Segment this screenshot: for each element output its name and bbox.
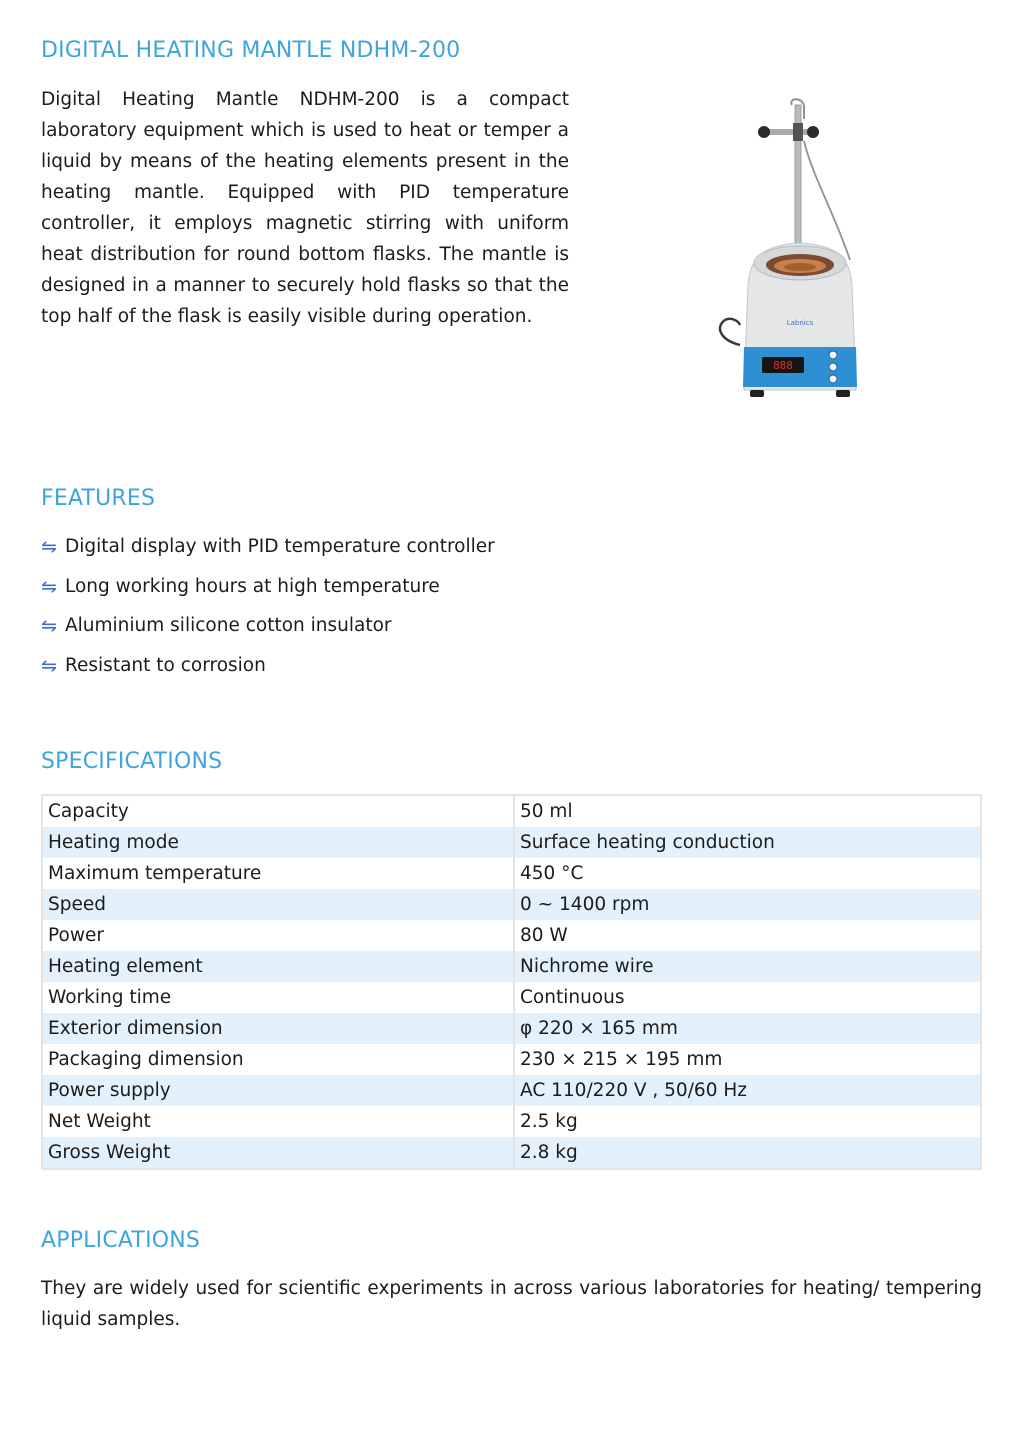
spec-label: Packaging dimension xyxy=(42,1044,514,1075)
table-row xyxy=(42,1044,981,1075)
feature-text: Aluminium silicone cotton insulator xyxy=(65,615,392,636)
spec-label: Power supply xyxy=(42,1075,514,1106)
table-row xyxy=(42,982,981,1013)
spec-label: Heating mode xyxy=(42,827,514,858)
spec-value: 50 ml xyxy=(514,795,981,827)
page-title: DIGITAL HEATING MANTLE NDHM-200 xyxy=(41,38,461,63)
feature-item xyxy=(41,533,495,573)
spec-value: 80 W xyxy=(514,920,981,951)
table-row xyxy=(42,920,981,951)
spec-value: Continuous xyxy=(514,982,981,1013)
spec-label: Maximum temperature xyxy=(42,858,514,889)
features-heading: FEATURES xyxy=(41,486,156,511)
spec-value: Surface heating conduction xyxy=(514,827,981,858)
spec-label: Heating element xyxy=(42,951,514,982)
spec-value: 2.8 kg xyxy=(514,1137,981,1169)
spec-label: Net Weight xyxy=(42,1106,514,1137)
double-arrow-bullet-icon: ⇋ xyxy=(41,654,57,677)
spec-label: Exterior dimension xyxy=(42,1013,514,1044)
feature-text: Digital display with PID temperature controller xyxy=(65,536,495,557)
table-row xyxy=(42,795,981,827)
spec-label: Capacity xyxy=(42,795,514,827)
feature-item xyxy=(41,573,495,613)
feature-item xyxy=(41,652,495,692)
feature-text: Long working hours at high temperature xyxy=(65,575,440,597)
spec-value: Nichrome wire xyxy=(514,951,981,982)
spec-value: 450 °C xyxy=(514,858,981,889)
applications-heading: APPLICATIONS xyxy=(41,1228,201,1253)
table-row xyxy=(42,1106,981,1137)
spec-label: Speed xyxy=(42,889,514,920)
specifications-heading: SPECIFICATIONS xyxy=(41,749,223,774)
spec-value: φ 220 × 165 mm xyxy=(514,1013,981,1044)
temperature-display: 888 xyxy=(773,359,793,372)
spec-label: Power xyxy=(42,920,514,951)
applications-paragraph: They are widely used for scientific experiments in across various laboratories for heating/ tempering liquid samples. xyxy=(41,1278,982,1330)
double-arrow-bullet-icon: ⇋ xyxy=(41,615,57,637)
double-arrow-bullet-icon: ⇋ xyxy=(41,575,57,598)
heating-mantle-product-image xyxy=(700,95,900,415)
table-row xyxy=(42,1013,981,1044)
double-arrow-bullet-icon: ⇋ xyxy=(41,536,57,558)
intro-paragraph: Digital Heating Mantle NDHM-200 is a compact laboratory equipment which is used to heat or temper a liquid by means of the heating elements present in the heating mantle. Equipped with PID temperature controller, it employs magnetic stirring with uniform heat distribution for round bottom flasks. The mantle is designed in a manner to securely hold flasks so that the top half of the flask is easily visible during operation. xyxy=(41,89,569,327)
table-row xyxy=(42,1137,981,1169)
specifications-table xyxy=(41,794,982,1170)
spec-label: Gross Weight xyxy=(42,1137,514,1169)
spec-value: 2.5 kg xyxy=(514,1106,981,1137)
table-row xyxy=(42,889,981,920)
table-row xyxy=(42,827,981,858)
table-row xyxy=(42,1075,981,1106)
feature-text: Resistant to corrosion xyxy=(65,654,266,676)
features-list xyxy=(41,533,495,691)
table-row xyxy=(42,858,981,889)
table-row xyxy=(42,951,981,982)
brand-logo: Labnics xyxy=(786,319,814,327)
spec-value: AC 110/220 V , 50/60 Hz xyxy=(514,1075,981,1106)
spec-value: 0 ~ 1400 rpm xyxy=(514,889,981,920)
feature-item xyxy=(41,612,495,652)
spec-label: Working time xyxy=(42,982,514,1013)
spec-value: 230 × 215 × 195 mm xyxy=(514,1044,981,1075)
